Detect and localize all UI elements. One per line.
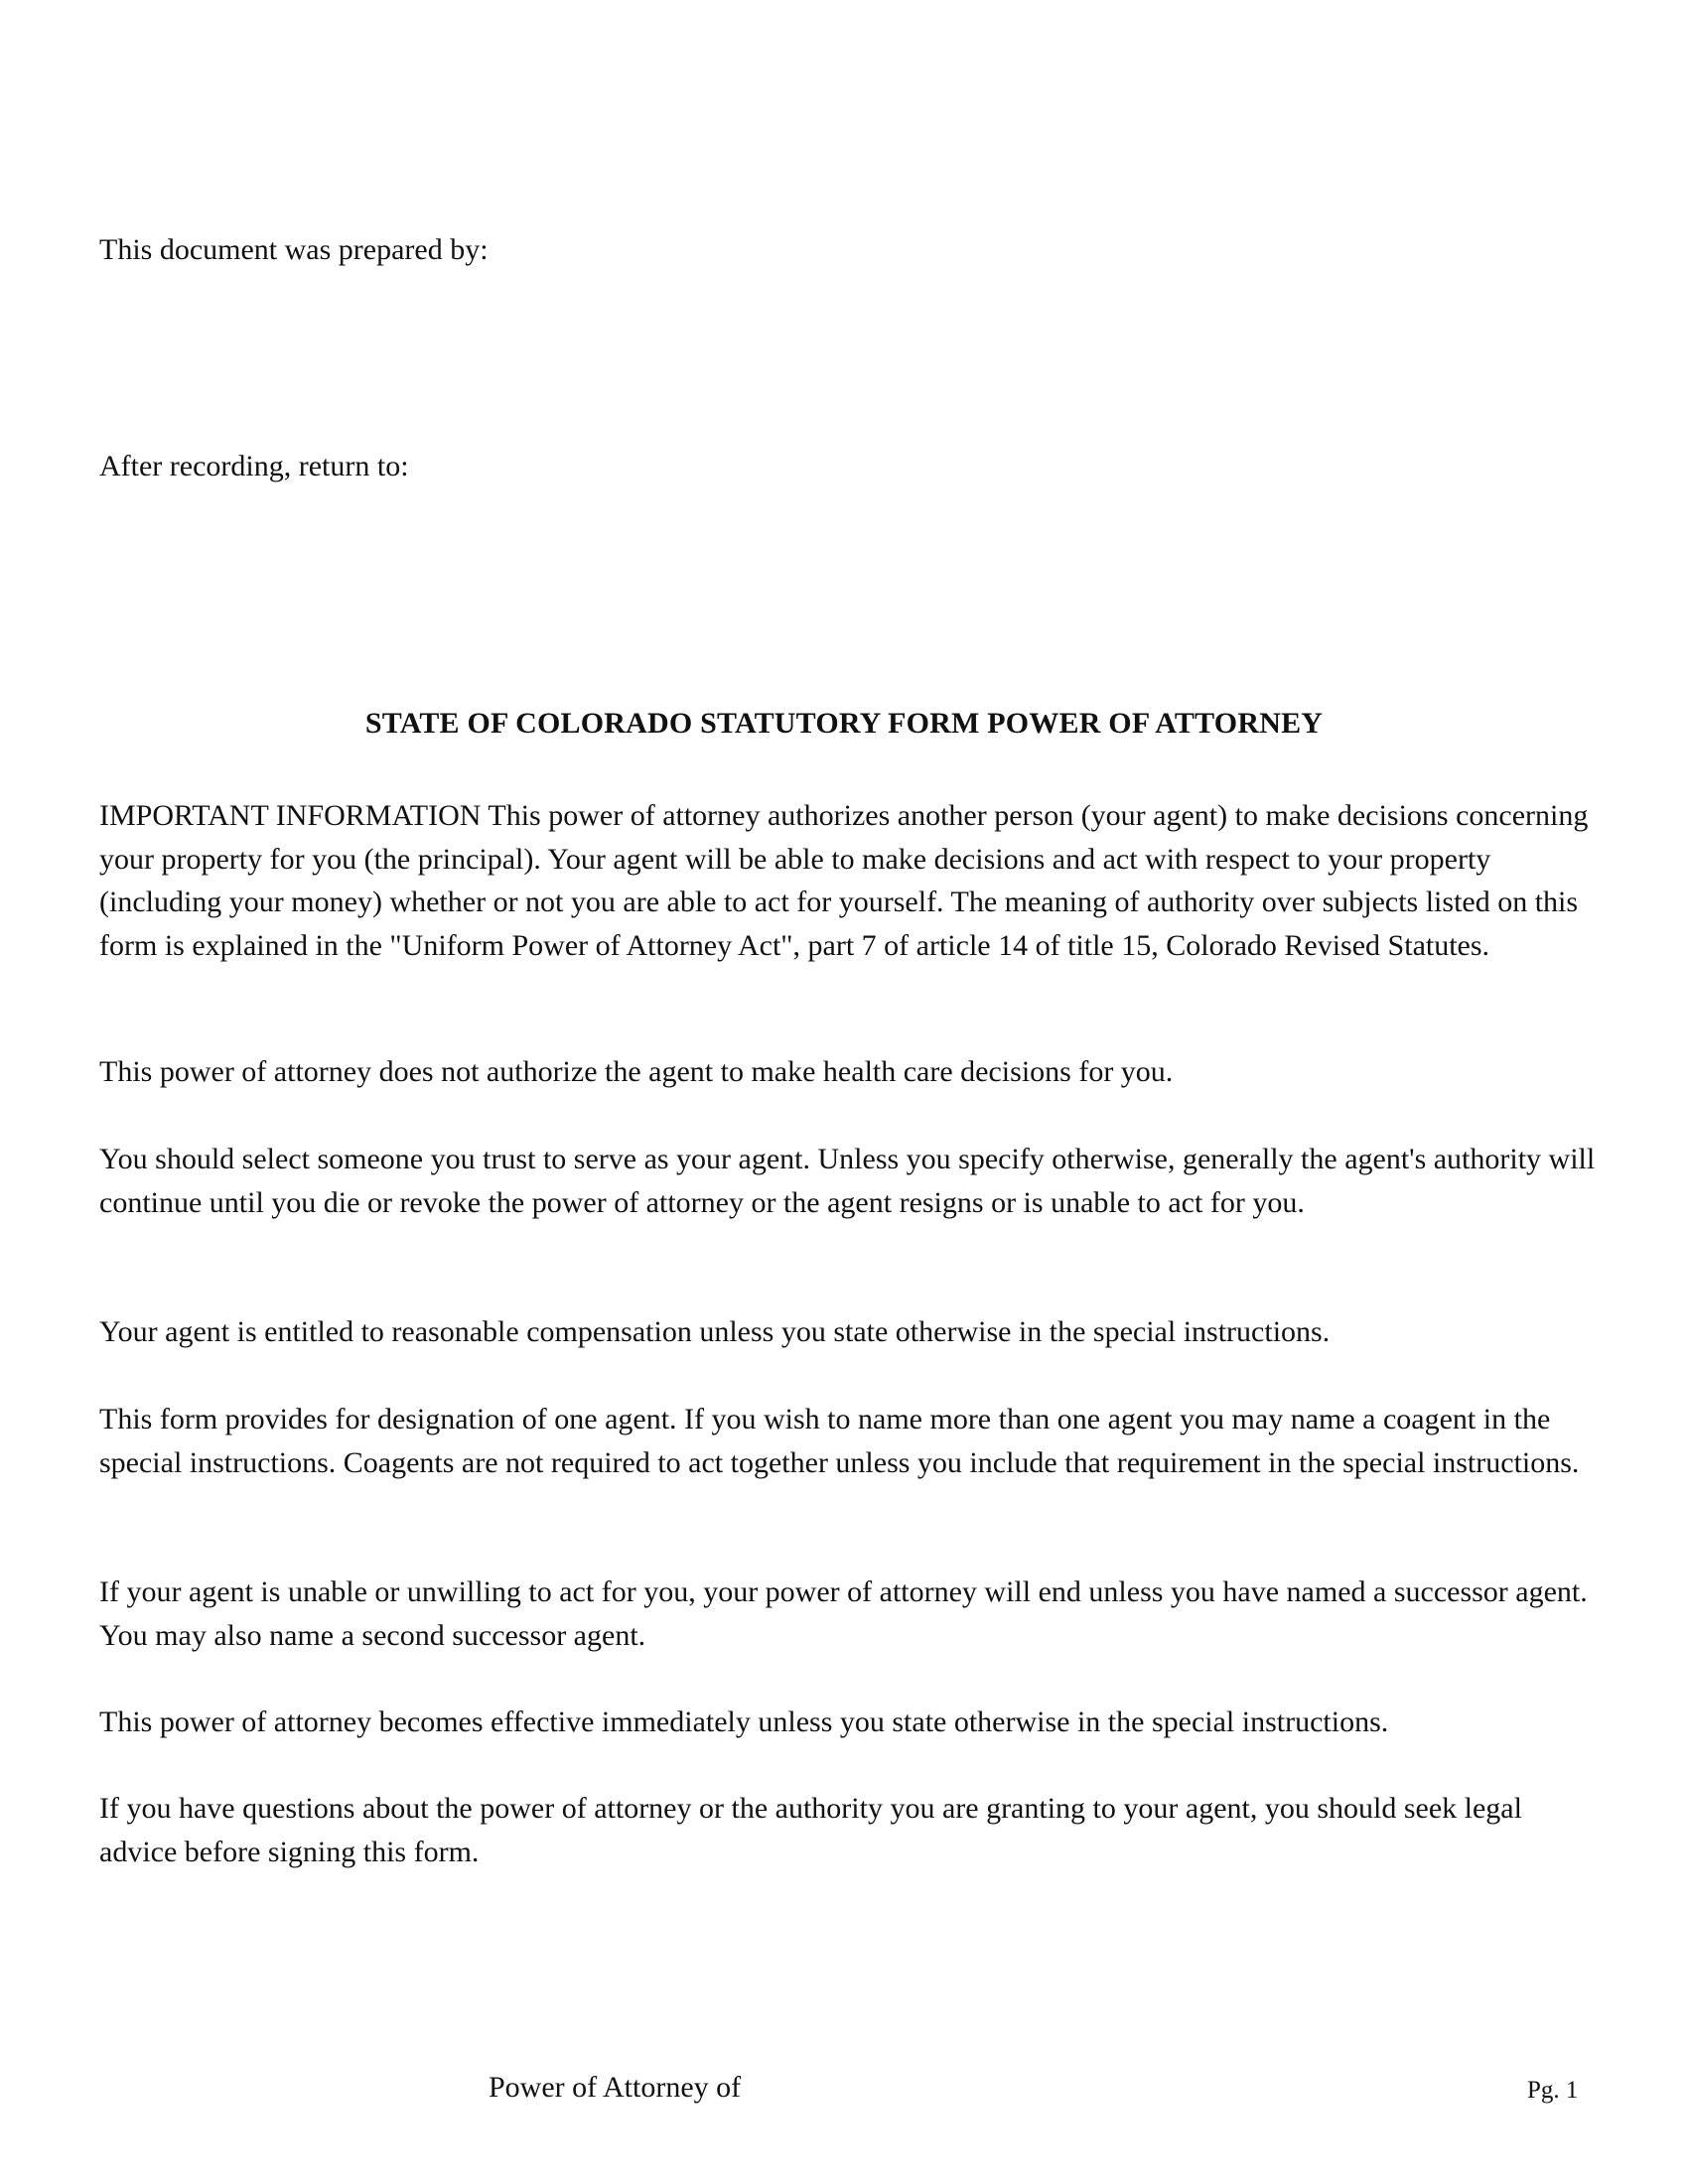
paragraph-successor-agent: If your agent is unable or unwilling to act for you, your power of attorney will end unless you have named a successor agent. You may also name a second successor agent. xyxy=(99,1575,1588,1652)
paragraph-health-care: This power of attorney does not authorize the agent to make health care decisions for you. xyxy=(99,1055,1174,1088)
paragraph-compensation: Your agent is entitled to reasonable compensation unless you state otherwise in the special instructions. xyxy=(99,1315,1331,1348)
paragraph-coagent: This form provides for designation of one agent. If you wish to name more than one agent you may name a coagent in the special instructions. Coagents are not required to act together unless you include that requirement in the special instructions. xyxy=(99,1403,1580,1479)
paragraph-important-information: IMPORTANT INFORMATION This power of attorney authorizes another person (your agent) to make decisions concerning your property for you (the principal). Your agent will be able to make decisions and act with respect to your property (including your money) whether or not you are able to act for yourself. The meaning of authority over subjects listed on this form is explained in the "Uniform Power of Attorney Act", part 7 of article 14 of title 15, Colorado Revised Statutes. xyxy=(99,799,1589,962)
paragraph-legal-advice: If you have questions about the power of attorney or the authority you are granting to your agent, you should seek legal advice before signing this form. xyxy=(99,1792,1522,1868)
document-title: STATE OF COLORADO STATUTORY FORM POWER OF ATTORNEY xyxy=(364,707,1324,740)
page-number: Pg. 1 xyxy=(1527,2077,1579,2104)
prepared-by-label: This document was prepared by: xyxy=(99,233,489,266)
paragraph-effective: This power of attorney becomes effective immediately unless you state otherwise in the special instructions. xyxy=(99,1706,1389,1738)
return-to-label: After recording, return to: xyxy=(99,450,409,482)
footer-label: Power of Attorney of xyxy=(489,2071,742,2104)
paragraph-select-agent: You should select someone you trust to serve as your agent. Unless you specify otherwise, generally the agent's authority will continue until you die or revoke the power of attorney or the agent resigns or is unable to act for you. xyxy=(99,1143,1596,1219)
